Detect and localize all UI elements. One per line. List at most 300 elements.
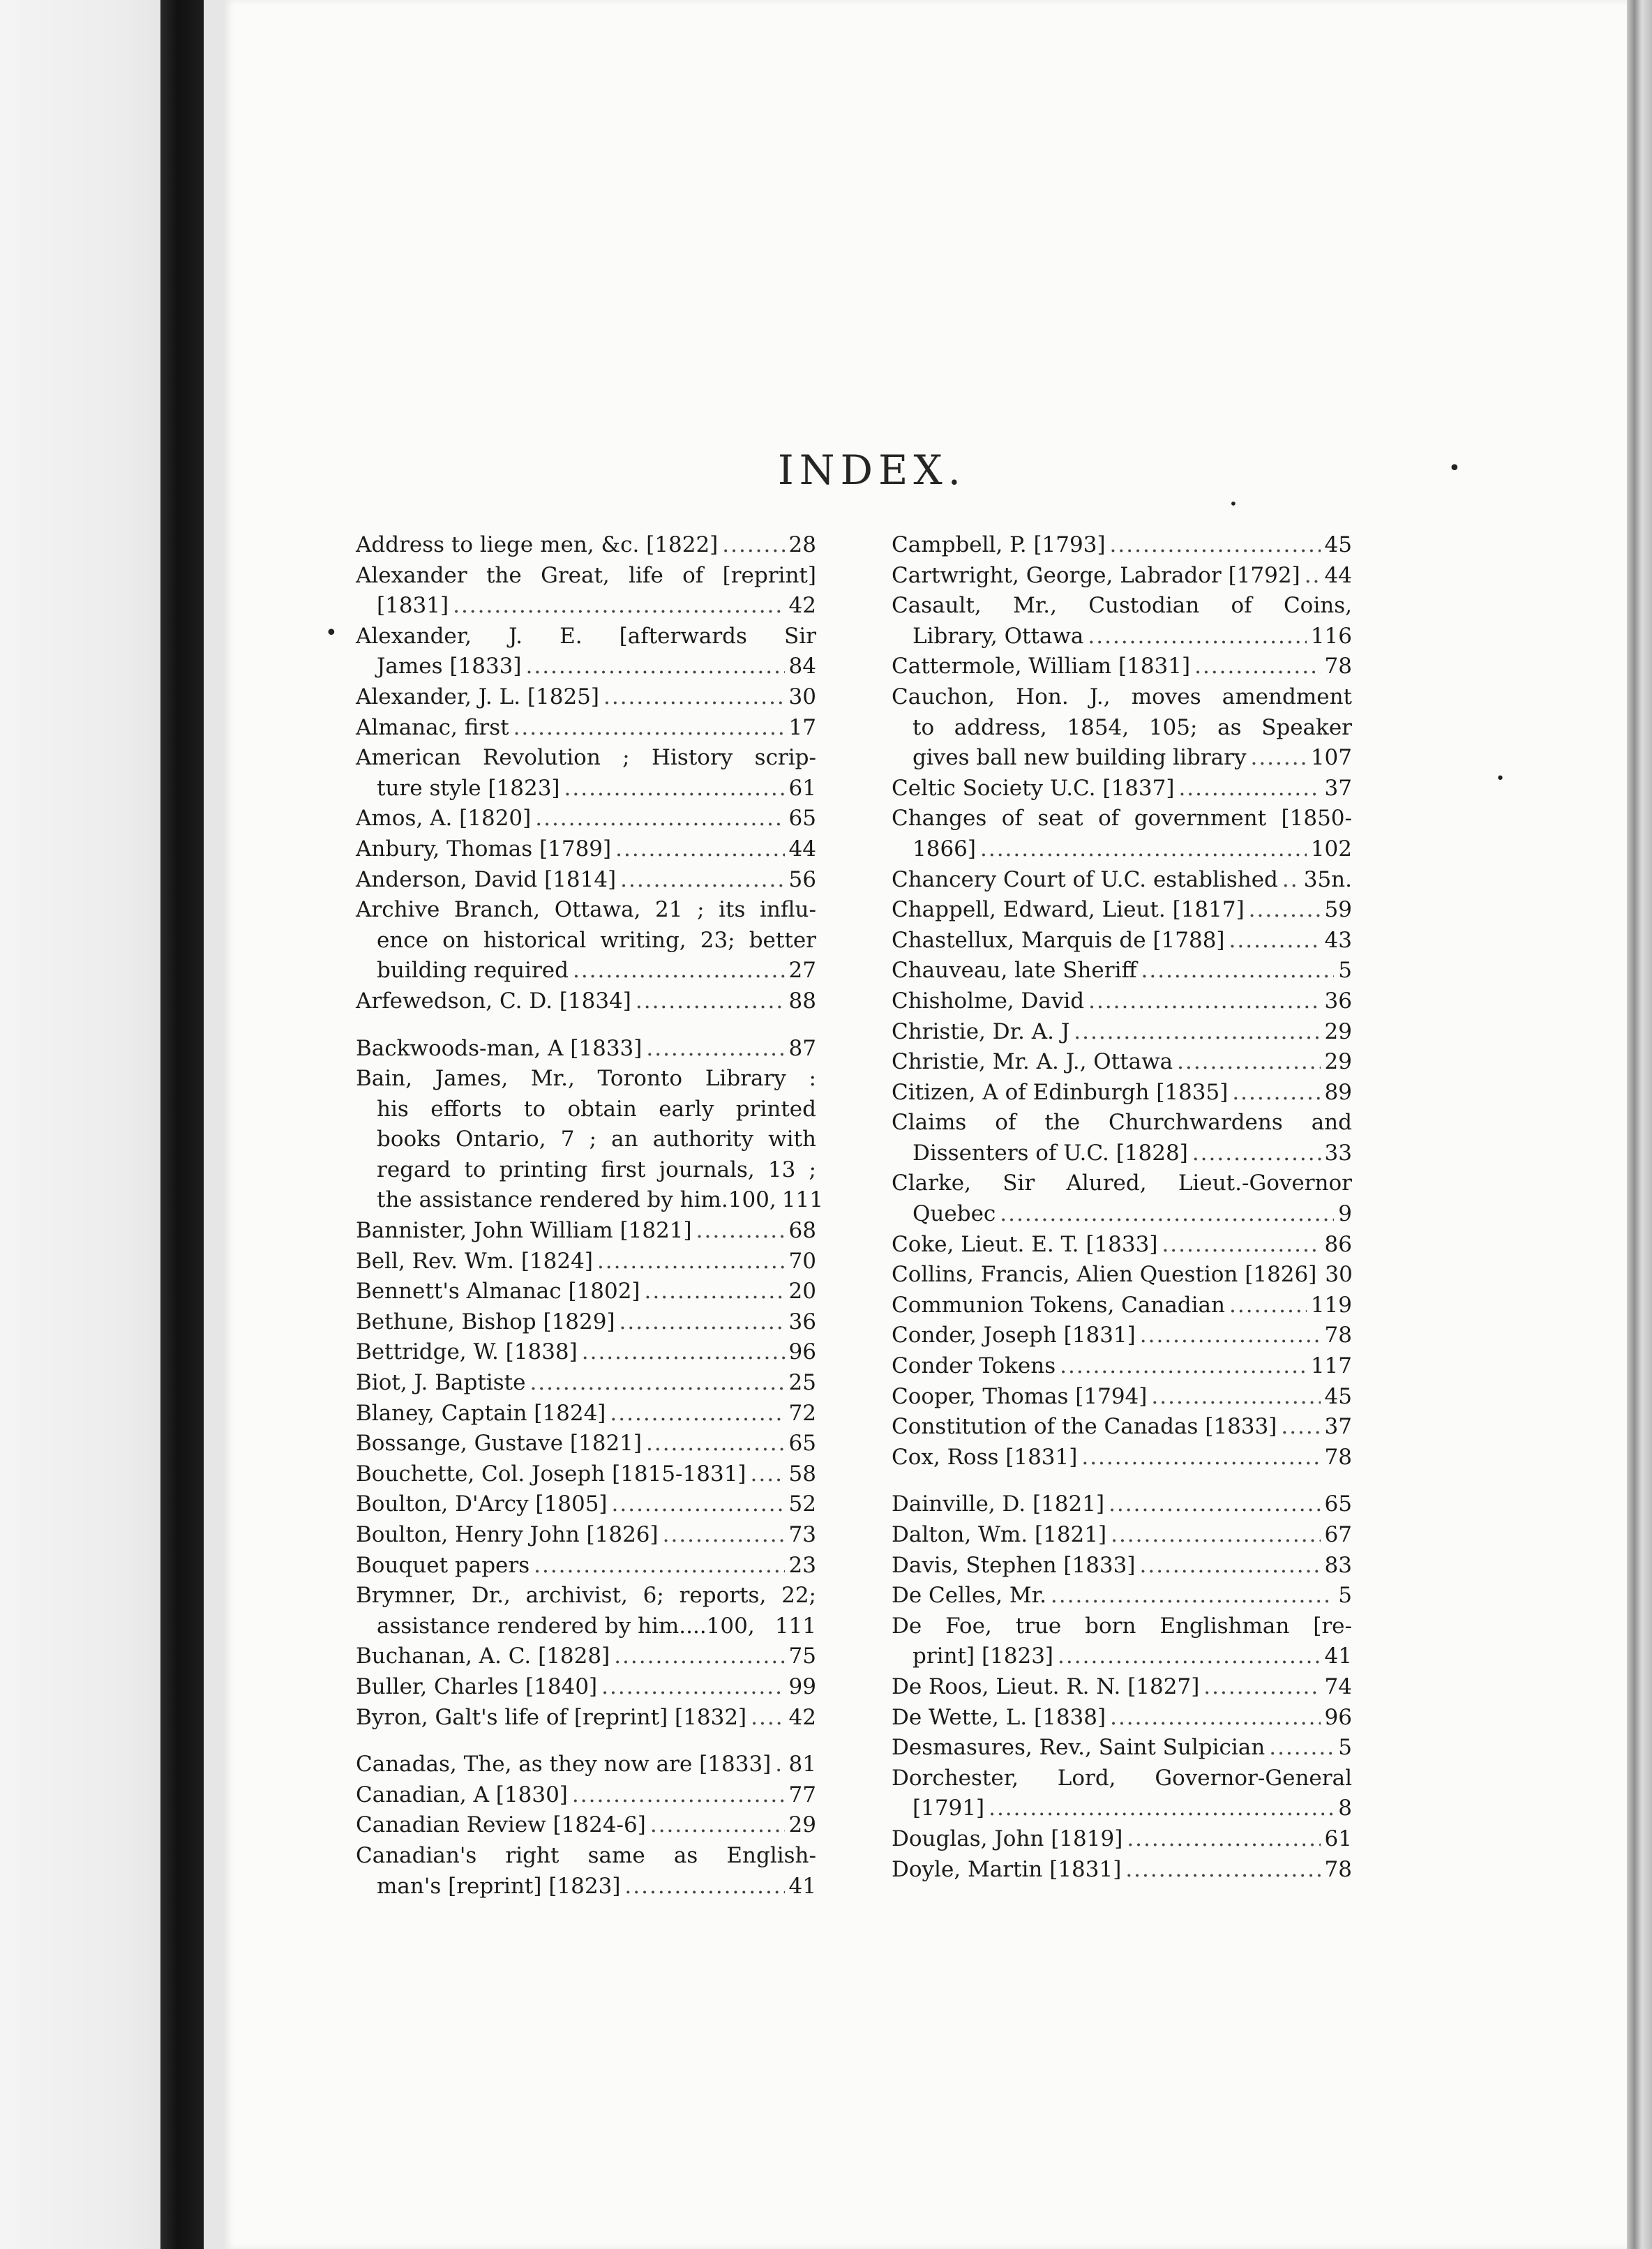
index-entry-line [356, 1216, 816, 1247]
leader-dots [597, 1247, 785, 1277]
page-number: 72 [788, 1400, 816, 1426]
page-number: 33 [1324, 1140, 1352, 1166]
index-entry-line [892, 1581, 1352, 1611]
index-column-left [356, 530, 823, 1902]
index-entry-line [356, 804, 816, 834]
index-entry-text: Conder Tokens [892, 1353, 1056, 1379]
index-entry-text: Campbell, P. [1793] [892, 532, 1106, 557]
index-entry-line [892, 530, 1352, 561]
leader-dots [535, 804, 784, 834]
index-entry-line [356, 530, 816, 561]
index-entry-line [356, 1489, 816, 1520]
index-entry-text: Claims of the Churchwardens and [892, 1110, 1352, 1136]
leader-dots [1192, 1138, 1321, 1169]
index-entry-text: Library, Ottawa [913, 623, 1084, 649]
index-entry-text: his efforts to obtain early printed [377, 1096, 816, 1122]
index-column-right [892, 530, 1352, 1885]
page-number: 37 [1324, 1414, 1352, 1440]
index-entry-line [356, 895, 816, 926]
page-number: 78 [1324, 1444, 1352, 1470]
page-number: 29 [1324, 1049, 1352, 1075]
leader-dots [1127, 1824, 1320, 1855]
page-number: 78 [1324, 654, 1352, 679]
index-entry-line [892, 774, 1352, 804]
index-entry-line [892, 1672, 1352, 1703]
index-entry-line [356, 743, 816, 774]
index-entry [892, 956, 1352, 986]
index-entry-text: Bell, Rev. Wm. [1824] [356, 1248, 593, 1274]
index-entry [356, 1277, 816, 1307]
index-entry-line [356, 1064, 816, 1095]
index-entry-text: Chappell, Edward, Lieut. [1817] [892, 897, 1245, 923]
index-entry-line [892, 1520, 1352, 1551]
index-entry-text: Canadas, The, as they now are [1833] [356, 1752, 772, 1777]
page-number: 44 [788, 836, 816, 862]
page-number: 17 [788, 714, 816, 740]
index-entry-text: De Foe, true born Englishman [re- [892, 1613, 1352, 1639]
index-entry-line [892, 1641, 1352, 1672]
index-entry-text: man's [reprint] [1823] [377, 1873, 621, 1899]
index-entry-line [892, 1351, 1352, 1382]
index-entry-text: Dissenters of U.C. [1828] [913, 1140, 1188, 1166]
leader-dots [615, 834, 784, 865]
leader-dots [645, 1277, 785, 1307]
page-number: 74 [1324, 1673, 1352, 1699]
index-entry-text: Cauchon, Hon. J., moves amendment [892, 684, 1352, 709]
leader-dots [1282, 865, 1300, 896]
index-entry [892, 561, 1352, 592]
leader-dots [1088, 986, 1320, 1017]
index-entry [892, 1672, 1352, 1703]
index-entry-line [356, 1750, 816, 1780]
index-entry-text: to address, 1854, 105; as Speaker [913, 714, 1352, 740]
index-entry-line [892, 956, 1352, 986]
index-entry-text: Archive Branch, Ottawa, 21 ; its influ- [356, 897, 816, 923]
index-entry [892, 986, 1352, 1017]
index-entry-text: Cattermole, William [1831] [892, 654, 1191, 679]
index-entry-text: Buller, Charles [1840] [356, 1673, 598, 1699]
page-number: 30 [1325, 1262, 1353, 1288]
index-entry [892, 1412, 1352, 1443]
page-number: 78 [1324, 1323, 1352, 1348]
page-number: 5 [1338, 958, 1352, 984]
index-entry-line [892, 1763, 1352, 1794]
index-entry-line [892, 1443, 1352, 1473]
index-entry [356, 865, 816, 896]
leader-dots [1178, 774, 1320, 804]
page-number: 107 [1310, 745, 1352, 771]
page-number: 35n. [1303, 866, 1352, 892]
index-entry [356, 1064, 823, 1216]
index-entry-line [356, 1459, 816, 1490]
page-number: 67 [1324, 1522, 1352, 1547]
index-entry [356, 1672, 816, 1703]
page-number: 83 [1324, 1552, 1352, 1578]
index-entry [356, 682, 816, 713]
leader-dots [775, 1750, 784, 1780]
page-number: 29 [1324, 1018, 1352, 1044]
leader-dots [612, 1489, 785, 1520]
page-number: 9 [1338, 1201, 1352, 1227]
index-entry [892, 1703, 1352, 1733]
index-entry-line [892, 1108, 1352, 1138]
index-entry-text: American Revolution ; History scrip- [356, 745, 816, 771]
index-entry-text: Conder, Joseph [1831] [892, 1323, 1136, 1348]
index-entry-text: Brymner, Dr., archivist, 6; reports, 22; [356, 1583, 816, 1609]
index-entry-text: Bain, James, Mr., Toronto Library : [356, 1066, 816, 1092]
index-entry-line [892, 834, 1352, 865]
leader-dots [696, 1216, 785, 1247]
leader-dots [980, 834, 1307, 865]
index-entry-line [356, 1429, 816, 1459]
index-entry-text: Address to liege men, &c. [1822] [356, 532, 719, 557]
page-number: 99 [788, 1673, 816, 1699]
page-number: 44 [1324, 562, 1352, 588]
index-entry [892, 804, 1352, 864]
index-entry-text: Anderson, David [1814] [356, 866, 617, 892]
page-stack-edge [1627, 0, 1652, 2249]
margin-mark: • [1229, 495, 1238, 512]
page-number: 8 [1338, 1796, 1352, 1821]
index-entry-line [356, 1703, 816, 1733]
index-entry-line [356, 1551, 816, 1581]
leader-dots [663, 1520, 785, 1551]
page-number: 111 [774, 1613, 816, 1639]
page-number: 102 [1310, 836, 1352, 862]
index-entry-text: Canadian, A [1830] [356, 1782, 568, 1807]
page-number: 45 [1324, 1383, 1352, 1409]
page-number: 96 [1324, 1704, 1352, 1730]
index-entry-line [356, 1399, 816, 1429]
index-entry-text: Communion Tokens, Canadian [892, 1292, 1226, 1318]
index-entry-line [892, 1412, 1352, 1443]
index-entry-text: Boulton, D'Arcy [1805] [356, 1491, 608, 1517]
index-entry-line [356, 1155, 816, 1186]
index-entry-text: Chauveau, late Sheriff [892, 958, 1137, 984]
index-entry-text: Bettridge, W. [1838] [356, 1339, 578, 1365]
leader-dots [1281, 1412, 1320, 1443]
page-number: 56 [788, 866, 816, 892]
leader-dots [530, 1368, 784, 1399]
page-number: 68 [788, 1218, 816, 1244]
index-entry [356, 1216, 816, 1247]
page-number: 43 [1324, 927, 1352, 953]
page-number: 30 [788, 684, 816, 709]
page-number: 23 [788, 1552, 816, 1578]
index-entry [892, 1321, 1352, 1351]
index-entry-line [892, 1824, 1352, 1855]
index-entry [356, 1247, 816, 1277]
leader-dots [751, 1703, 784, 1733]
index-entry [892, 591, 1352, 652]
page-number: 81 [788, 1752, 816, 1777]
index-entry-text: Alexander, J. L. [1825] [356, 684, 599, 709]
leader-dots [1250, 743, 1306, 774]
index-entry-line [356, 926, 816, 956]
index-entry-line [892, 1551, 1352, 1581]
index-entry [892, 1824, 1352, 1855]
index-entry-text: Quebec [913, 1201, 996, 1227]
index-entry-line [892, 1168, 1352, 1199]
leader-dots [620, 865, 784, 896]
margin-mark: • [1496, 770, 1505, 788]
leader-dots [572, 1780, 785, 1811]
index-entry [892, 1168, 1352, 1229]
leader-dots [1229, 926, 1321, 956]
index-entry [892, 652, 1352, 682]
leader-dots [1060, 1351, 1307, 1382]
leader-dots [582, 1337, 785, 1368]
index-entry-text: Bouchette, Col. Joseph [1815-1831] [356, 1461, 746, 1487]
leader-dots [1249, 895, 1321, 926]
index-entry-line [356, 834, 816, 865]
index-entry-text: [1831] [377, 593, 449, 619]
page-number: 65 [788, 806, 816, 832]
index-entry [892, 1855, 1352, 1886]
index-entry [892, 1260, 1352, 1291]
index-entry-line [892, 1489, 1352, 1520]
book-spine [160, 0, 204, 2249]
index-entry-text: Bouquet papers [356, 1552, 530, 1578]
page-number: 78 [1324, 1856, 1352, 1882]
index-entry-text: Bossange, Gustave [1821] [356, 1431, 642, 1457]
index-entry-line [356, 1337, 816, 1368]
index-entry [356, 804, 816, 834]
leader-dots [751, 1459, 785, 1490]
index-entry-text: ence on historical writing, 23; better [377, 927, 816, 953]
index-entry-text: print] [1823] [913, 1644, 1054, 1669]
index-entry-text: Boulton, Henry John [1826] [356, 1522, 659, 1547]
index-entry-line [356, 682, 816, 713]
index-entry-line [356, 1672, 816, 1703]
index-entry-line [356, 1124, 816, 1155]
index-entry-line [356, 1641, 816, 1672]
index-entry-text: James [1833] [377, 654, 522, 679]
margin-mark: • [1448, 456, 1461, 481]
index-entry-text: Biot, J. Baptiste [356, 1370, 526, 1396]
index-entry [356, 1034, 816, 1065]
index-entry-text: Cox, Ross [1831] [892, 1444, 1078, 1470]
page-number: 75 [788, 1644, 816, 1669]
index-entry [356, 1489, 816, 1520]
page-number: 42 [788, 1704, 816, 1730]
index-entry-text: Arfewedson, C. D. [1834] [356, 988, 631, 1014]
index-entry [356, 1429, 816, 1459]
index-entry-text: assistance rendered by him....100, [377, 1613, 755, 1639]
index-entry-line [892, 1078, 1352, 1108]
index-entry-text: Dalton, Wm. [1821] [892, 1522, 1107, 1547]
leader-dots [989, 1793, 1334, 1824]
index-entry-line [892, 1733, 1352, 1763]
index-entry-line [356, 1520, 816, 1551]
leader-dots [1111, 1520, 1320, 1551]
index-entry [892, 1581, 1352, 1611]
index-entry [356, 561, 816, 622]
page-number: 84 [788, 654, 816, 679]
page-number: 37 [1324, 775, 1352, 801]
index-entry-line [892, 895, 1352, 926]
index-entry-text: De Roos, Lieut. R. N. [1827] [892, 1673, 1200, 1699]
leader-dots [1125, 1855, 1320, 1886]
index-entry-line [892, 743, 1352, 774]
page-number: 111 [781, 1187, 823, 1213]
index-entry-text: Backwoods-man, A [1833] [356, 1035, 643, 1061]
leader-dots [646, 1034, 784, 1065]
index-entry-text: Bethune, Bishop [1829] [356, 1309, 615, 1334]
index-entry [892, 1443, 1352, 1473]
index-entry-line [356, 1872, 816, 1902]
index-entry-text: De Wette, L. [1838] [892, 1704, 1106, 1730]
index-entry-line [892, 1230, 1352, 1261]
index-entry [892, 926, 1352, 956]
leader-dots [1000, 1199, 1334, 1230]
leader-dots [1162, 1230, 1320, 1261]
page-number: 65 [788, 1431, 816, 1457]
page-number: 45 [1324, 532, 1352, 557]
index-entry [356, 1641, 816, 1672]
index-entry-line [892, 1611, 1352, 1642]
index-entry-text: Coke, Lieut. E. T. [1833] [892, 1231, 1158, 1257]
index-entry [892, 1291, 1352, 1321]
leader-dots [1232, 1078, 1320, 1108]
index-entry [356, 1703, 816, 1733]
leader-dots [1058, 1641, 1321, 1672]
page-number: 73 [788, 1522, 816, 1547]
index-entry-text: Alexander the Great, life of [reprint] [356, 562, 816, 588]
index-entry-text: [1791] [913, 1796, 985, 1821]
leader-dots [1074, 1017, 1320, 1048]
page-number: 5 [1338, 1735, 1352, 1761]
index-entry [892, 895, 1352, 926]
index-entry-text: Byron, Galt's life of [reprint] [1832] [356, 1704, 747, 1730]
index-entry [356, 1810, 816, 1841]
leader-dots [1081, 1443, 1320, 1473]
index-entry-line [892, 1138, 1352, 1169]
index-entry-text: Bennett's Almanac [1802] [356, 1279, 640, 1304]
index-entry [356, 743, 816, 804]
leader-dots [646, 1429, 785, 1459]
index-entry-line [892, 804, 1352, 834]
index-entry-line [892, 1291, 1352, 1321]
leader-dots [636, 986, 785, 1017]
leader-dots [1088, 622, 1306, 652]
leader-dots [1139, 1551, 1320, 1581]
index-entry-line [892, 1855, 1352, 1886]
leader-dots [614, 1641, 784, 1672]
index-entry [892, 1763, 1352, 1824]
index-entry [892, 865, 1352, 896]
page-number: 88 [788, 988, 816, 1014]
leader-dots [526, 652, 785, 682]
leader-dots [1051, 1581, 1334, 1611]
index-entry-line [356, 561, 816, 592]
index-entry-text: the assistance rendered by him.100, [377, 1187, 776, 1213]
index-entry-line [356, 1247, 816, 1277]
index-entry-line [892, 1260, 1352, 1291]
leader-dots [1194, 652, 1320, 682]
index-entry [356, 1841, 816, 1902]
index-entry-text: Alexander, J. E. [afterwards Sir [356, 623, 816, 649]
index-entry-text: books Ontario, 7 ; an authority with [377, 1127, 816, 1152]
index-entry [892, 1382, 1352, 1413]
page-number: 117 [1310, 1353, 1352, 1379]
index-entry-line [356, 956, 816, 986]
index-entry-line [892, 1017, 1352, 1048]
index-entry [892, 1733, 1352, 1763]
leader-dots [601, 1672, 784, 1703]
index-entry-line [892, 713, 1352, 744]
page-number: 61 [1324, 1826, 1352, 1851]
index-entry-text: Anbury, Thomas [1789] [356, 836, 612, 862]
index-entry [892, 1611, 1352, 1672]
leader-dots [1229, 1291, 1307, 1321]
index-entry-line [356, 1581, 816, 1611]
index-entry-text: Dorchester, Lord, Governor-General [892, 1765, 1352, 1791]
index-entry-line [892, 1321, 1352, 1351]
page-number: 41 [1324, 1644, 1352, 1669]
leader-dots [1151, 1382, 1320, 1413]
index-entry-text: building required [377, 958, 569, 984]
index-entry-text: Almanac, first [356, 714, 509, 740]
index-entry [356, 834, 816, 865]
index-entry [892, 1078, 1352, 1108]
index-entry-text: Canadian's right same as English- [356, 1842, 816, 1868]
index-entry [892, 1551, 1352, 1581]
index-entry [356, 1307, 816, 1338]
leader-dots [1177, 1047, 1320, 1078]
page-number: 5 [1338, 1583, 1352, 1609]
page-number: 77 [788, 1782, 816, 1807]
index-entry-line [356, 1841, 816, 1872]
index-entry-text: Cartwright, George, Labrador [1792] [892, 562, 1300, 588]
page-number: 25 [788, 1370, 816, 1396]
index-entry-line [356, 652, 816, 682]
page-number: 116 [1310, 623, 1352, 649]
index-entry [356, 713, 816, 744]
gutter [204, 0, 225, 2249]
index-entry [892, 682, 1352, 774]
page-number: 86 [1324, 1231, 1352, 1257]
page-number: 28 [788, 532, 816, 557]
leader-dots [722, 530, 784, 561]
page-number: 29 [788, 1812, 816, 1838]
index-entry-line [356, 1185, 823, 1216]
index-entry-text: Changes of seat of government [1850- [892, 806, 1352, 832]
leader-dots [624, 1872, 784, 1902]
page-number: 36 [1324, 988, 1352, 1014]
leader-dots [650, 1810, 785, 1841]
index-entry [356, 1459, 816, 1490]
index-entry-line [892, 682, 1352, 713]
page-number: 61 [788, 775, 816, 801]
index-entry-line [892, 652, 1352, 682]
index-entry-text: Christie, Dr. A. J [892, 1018, 1070, 1044]
index-entry [892, 1489, 1352, 1520]
index-entry [892, 1017, 1352, 1048]
index-entry-line [892, 622, 1352, 652]
index-entry [892, 530, 1352, 561]
index-entry [356, 1780, 816, 1811]
index-entry-line [356, 1611, 816, 1642]
index-entry-text: ture style [1823] [377, 775, 560, 801]
page-number: 36 [788, 1309, 816, 1334]
page-number: 70 [788, 1248, 816, 1274]
page-number: 65 [1324, 1491, 1352, 1517]
index-entry-text: Chisholme, David [892, 988, 1085, 1014]
index-entry-text: gives ball new building library [913, 745, 1247, 771]
index-entry-text: Cooper, Thomas [1794] [892, 1383, 1148, 1409]
index-entry-text: Citizen, A of Edinburgh [1835] [892, 1079, 1229, 1105]
